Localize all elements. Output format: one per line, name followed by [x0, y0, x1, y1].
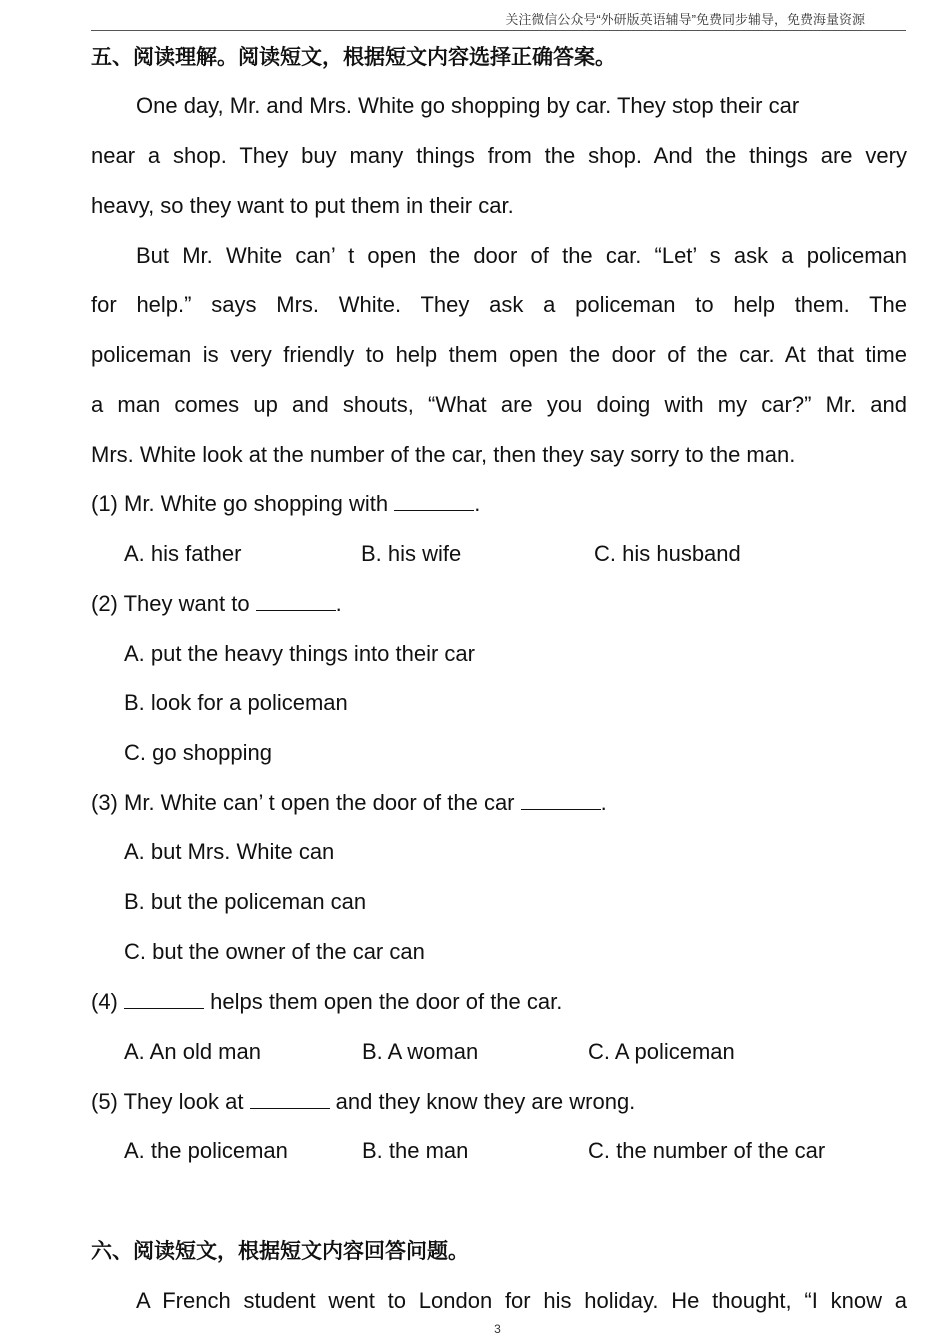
section-5-heading: 五、阅读理解。阅读短文，根据短文内容选择正确答案。: [91, 46, 616, 69]
option-5a: A. the policeman: [124, 1138, 288, 1163]
page-number: 3: [494, 1322, 501, 1336]
question-text: .: [600, 790, 607, 815]
option-4c: C. A policeman: [588, 1039, 735, 1064]
passage-line: policeman is very friendly to help them open the door of the car. At that time: [91, 342, 907, 367]
question-1: [91, 489, 907, 519]
option-1a: A. his father: [124, 541, 242, 566]
question-text: (5) They look at: [91, 1089, 250, 1114]
answer-blank[interactable]: [250, 1088, 330, 1109]
passage-line: heavy, so they want to put them in their car.: [91, 193, 514, 218]
question-4: [91, 987, 907, 1017]
question-text: (4): [91, 989, 124, 1014]
answer-blank[interactable]: [394, 490, 474, 511]
option-1b: B. his wife: [361, 541, 462, 566]
answer-blank[interactable]: [256, 590, 336, 611]
question-text: (1) Mr. White go shopping with: [91, 491, 395, 516]
question-text: (3) Mr. White can’ t open the door of the car: [91, 790, 521, 815]
header-divider: [91, 30, 906, 31]
question-text: (2) They want to: [91, 591, 256, 616]
question-text: .: [335, 591, 342, 616]
question-text: and they know they are wrong.: [329, 1089, 636, 1114]
passage-line: One day, Mr. and Mrs. White go shopping by car. They stop their car: [136, 93, 800, 118]
option-3a: A. but Mrs. White can: [124, 839, 335, 864]
answer-blank[interactable]: [124, 988, 204, 1009]
passage-line: But Mr. White can’ t open the door of the car. “Let’ s ask a policeman: [136, 243, 907, 268]
passage-line: A French student went to London for his holiday. He thought, “I know a: [136, 1288, 907, 1313]
answer-blank[interactable]: [521, 789, 601, 810]
passage-line: near a shop. They buy many things from the shop. And the things are very: [91, 143, 907, 168]
passage-line: for help.” says Mrs. White. They ask a policeman to help them. The: [91, 292, 907, 317]
question-2: [91, 589, 907, 619]
question-text: .: [474, 491, 481, 516]
question-3: [91, 788, 907, 818]
option-5b: B. the man: [362, 1138, 469, 1163]
header-note: 关注微信公众号“外研版英语辅导”免费同步辅导，免费海量资源: [505, 12, 865, 27]
option-4b: B. A woman: [362, 1039, 479, 1064]
question-text: helps them open the door of the car.: [204, 989, 563, 1014]
option-3c: C. but the owner of the car can: [124, 939, 425, 964]
passage-line: a man comes up and shouts, “What are you doing with my car?” Mr. and: [91, 392, 907, 417]
question-5: [91, 1087, 907, 1117]
option-5c: C. the number of the car: [588, 1138, 826, 1163]
option-1c: C. his husband: [594, 541, 741, 566]
option-4a: A. An old man: [124, 1039, 261, 1064]
option-2b: B. look for a policeman: [124, 690, 348, 715]
passage-line: Mrs. White look at the number of the car, then they say sorry to the man.: [91, 442, 796, 467]
section-6-heading: 六、阅读短文，根据短文内容回答问题。: [91, 1240, 469, 1263]
option-3b: B. but the policeman can: [124, 889, 367, 914]
option-2a: A. put the heavy things into their car: [124, 641, 475, 666]
option-2c: C. go shopping: [124, 740, 272, 765]
